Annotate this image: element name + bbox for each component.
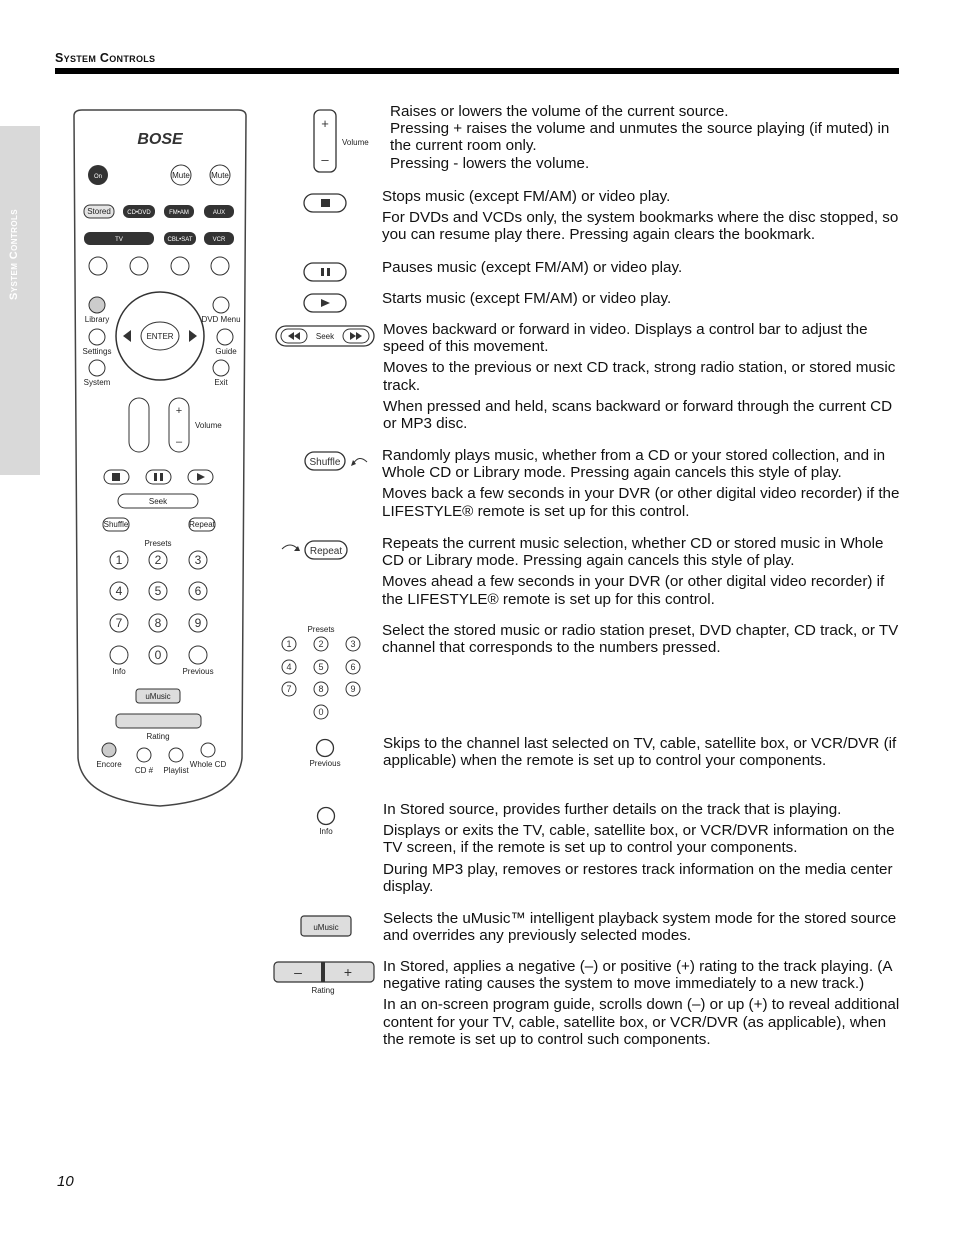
desc-para: In an on-screen program guide, scrolls down (–) or up (+) to reveal additional content for your TV, cable, satellite box, or VCR/DVR (as applicable), when the remote is set up to control such components. [383, 996, 900, 1048]
svg-text:Volume: Volume [195, 421, 222, 430]
svg-text:3: 3 [350, 639, 356, 649]
svg-text:9: 9 [194, 616, 202, 630]
desc-para: In Stored source, provides further details on the track that is playing. [383, 801, 842, 818]
svg-text:Info: Info [319, 827, 333, 836]
svg-text:System: System [83, 378, 111, 387]
svg-text:On: On [93, 174, 103, 180]
svg-text:CBL•SAT: CBL•SAT [167, 237, 193, 243]
pause-button-icon [303, 261, 347, 283]
svg-text:uMusic: uMusic [145, 692, 171, 701]
svg-text:Mute: Mute [172, 171, 190, 180]
shuffle-button-icon [303, 450, 369, 472]
svg-text:VCR: VCR [212, 237, 226, 243]
shuffle-description [382, 447, 900, 524]
svg-text:–: – [175, 436, 183, 448]
desc-para: During MP3 play, removes or restores track information on the media center display. [383, 860, 893, 895]
svg-text:8: 8 [318, 684, 324, 694]
pause-description [382, 259, 900, 280]
svg-text:Info: Info [112, 667, 126, 676]
svg-text:4: 4 [115, 584, 123, 598]
svg-text:2: 2 [154, 553, 162, 567]
svg-text:Playlist: Playlist [163, 766, 189, 775]
svg-text:uMusic: uMusic [313, 923, 339, 932]
svg-text:Previous: Previous [309, 759, 341, 768]
svg-text:Library: Library [84, 315, 110, 324]
svg-text:Repeat: Repeat [189, 520, 215, 529]
seek-buttons-icon [274, 324, 376, 350]
remote-illustration [68, 108, 252, 810]
rating-buttons-icon [272, 960, 376, 1000]
svg-text:7: 7 [115, 616, 123, 630]
svg-text:Shuffle: Shuffle [103, 520, 129, 529]
umusic-description [383, 910, 900, 948]
svg-text:Exit: Exit [214, 378, 228, 387]
info-button-icon [310, 805, 344, 837]
svg-text:5: 5 [318, 662, 324, 672]
desc-para: Moves back a few seconds in your DVR (or other digital video recorder) if the LIFESTYLE® remote is set up for this control. [382, 485, 900, 520]
svg-text:0: 0 [318, 707, 324, 717]
svg-text:AUX: AUX [212, 210, 226, 216]
desc-para: Repeats the current music selection, whether CD or stored music in Whole CD or Library mode. Pressing again cancels this style of play. [382, 535, 884, 570]
svg-text:DVD Menu: DVD Menu [201, 315, 241, 324]
umusic-button-icon [300, 914, 352, 938]
seek-description [383, 321, 900, 436]
stop-button-icon [303, 192, 347, 214]
desc-para: Pauses music (except FM/AM) or video play. [382, 259, 683, 276]
svg-text:ENTER: ENTER [146, 332, 174, 341]
svg-text:FM•AM: FM•AM [169, 210, 189, 216]
svg-text:Shuffle: Shuffle [309, 457, 341, 468]
svg-text:Stored: Stored [87, 207, 111, 216]
svg-text:+: + [321, 116, 329, 131]
header-rule [55, 68, 899, 74]
svg-text:Volume: Volume [342, 138, 369, 147]
svg-text:Settings: Settings [82, 347, 112, 356]
svg-text:3: 3 [194, 553, 202, 567]
desc-para: For DVDs and VCDs only, the system bookmarks where the disc stopped, so you can resume play there. Pressing again clears the bookmark. [382, 209, 899, 244]
svg-text:Repeat: Repeat [309, 546, 343, 557]
svg-text:Presets: Presets [144, 539, 172, 548]
repeat-button-icon [280, 539, 350, 561]
desc-para: Raises or lowers the volume of the current source. [390, 103, 729, 120]
rating-description [383, 958, 900, 1052]
svg-text:8: 8 [154, 616, 162, 630]
volume-button-icon [312, 108, 374, 176]
desc-para: Pressing - lowers the volume. [390, 154, 590, 172]
play-description [382, 290, 900, 311]
desc-para: Pressing + raises the volume and unmutes the source playing (if muted) in the current room only. [390, 120, 890, 155]
desc-para: Starts music (except FM/AM) or video play. [382, 290, 672, 307]
svg-text:0: 0 [154, 648, 162, 662]
svg-text:6: 6 [194, 584, 202, 598]
svg-text:1: 1 [286, 639, 292, 649]
svg-text:2: 2 [318, 639, 324, 649]
svg-text:TV: TV [115, 237, 123, 243]
svg-text:Seek: Seek [148, 497, 168, 506]
stop-description [382, 188, 900, 248]
desc-para: Moves to the previous or next CD track, strong radio station, or stored music track. [383, 359, 896, 394]
side-tab [0, 126, 40, 475]
presets-description [382, 622, 900, 660]
desc-para: Stops music (except FM/AM) or video play. [382, 188, 671, 205]
volume-description [390, 103, 900, 172]
svg-text:4: 4 [286, 662, 292, 672]
desc-para: When pressed and held, scans backward or forward through the current CD or MP3 disc. [383, 397, 893, 433]
repeat-description [382, 535, 900, 612]
bose-logo: BOSE [137, 131, 183, 148]
svg-text:Rating: Rating [146, 732, 170, 741]
svg-text:Whole CD: Whole CD [189, 760, 227, 769]
desc-para: Skips to the channel last selected on TV, cable, satellite box, or VCR/DVR (if applicable) when the remote is set up to control your components. [383, 735, 897, 770]
side-tab-label: System Controls [8, 208, 20, 300]
svg-text:+: + [343, 964, 353, 980]
svg-text:7: 7 [286, 684, 292, 694]
svg-text:–: – [294, 964, 302, 980]
svg-text:CD #: CD # [134, 766, 154, 775]
desc-para: In Stored, applies a negative (–) or positive (+) rating to the track playing. (A negative rating causes the system to move immediately to a new track.) [383, 958, 892, 993]
info-description [383, 801, 900, 899]
svg-text:5: 5 [154, 584, 162, 598]
desc-para: Randomly plays music, whether from a CD or your stored collection, and in Whole CD or Library mode. Pressing again cancels this style of play. [382, 447, 886, 482]
svg-text:Guide: Guide [215, 347, 237, 356]
desc-para: Displays or exits the TV, cable, satellite box, or VCR/DVR information on the TV screen, if the remote is set up to control your components. [383, 822, 895, 857]
svg-text:+: + [175, 405, 183, 417]
svg-text:–: – [321, 152, 329, 167]
svg-text:1: 1 [115, 553, 123, 567]
desc-para: Moves ahead a few seconds in your DVR (or other digital video recorder) if the LIFESTYLE® remote is set up for this control. [382, 573, 885, 608]
svg-text:Seek: Seek [315, 332, 335, 341]
svg-text:Previous: Previous [182, 667, 214, 676]
page-number: 10 [57, 1173, 74, 1190]
svg-text:Rating: Rating [311, 986, 335, 995]
desc-para: Selects the uMusic™ intelligent playback system mode for the stored source and overrides any previously selected modes. [383, 910, 897, 945]
svg-text:6: 6 [350, 662, 356, 672]
svg-text:Presets: Presets [307, 625, 335, 634]
previous-button-icon [306, 738, 346, 770]
desc-para: Select the stored music or radio station preset, DVD chapter, CD track, or TV channel that corresponds to the numbers pressed. [382, 622, 899, 657]
svg-text:Encore: Encore [96, 760, 122, 769]
svg-text:Mute: Mute [211, 171, 229, 180]
svg-text:CD•DVD: CD•DVD [127, 210, 151, 216]
section-header: System Controls [55, 51, 156, 65]
presets-keypad-icon [278, 624, 368, 722]
previous-description [383, 735, 900, 773]
svg-text:9: 9 [350, 684, 356, 694]
desc-para: Moves backward or forward in video. Displays a control bar to adjust the speed of this movement. [383, 321, 868, 356]
play-button-icon [303, 292, 347, 314]
